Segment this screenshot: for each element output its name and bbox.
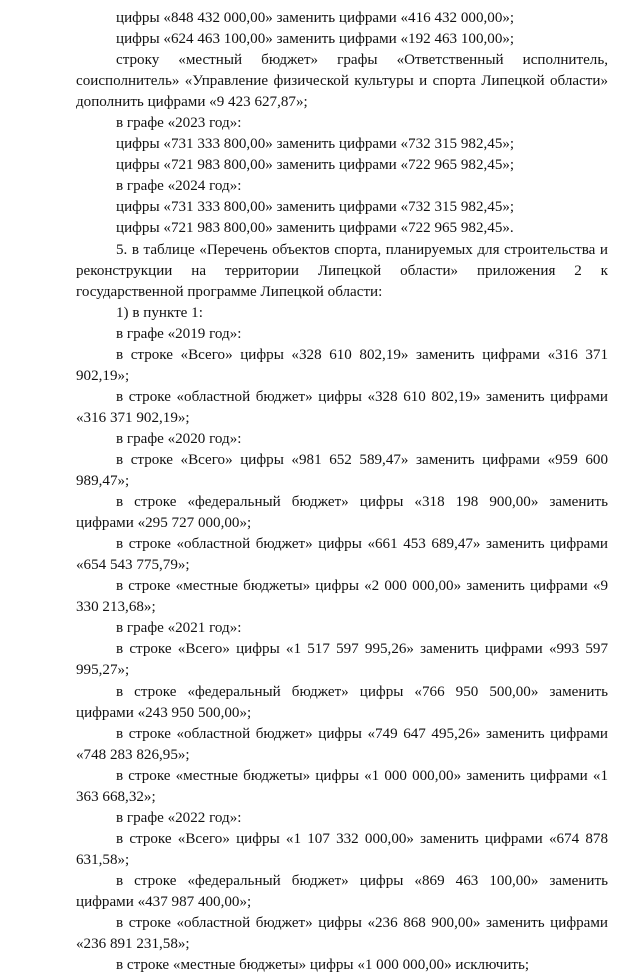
paragraph: цифры «731 333 800,00» заменить цифрами «732 315 982,45»; (116, 199, 515, 216)
paragraph: в строке «местные бюджеты» цифры «1 000 000,00» заменить цифрами «1 363 668,32»; (76, 767, 608, 805)
paragraph: в графе «2020 год»: (116, 430, 242, 447)
paragraph: в графе «2021 год»: (116, 620, 242, 637)
paragraph: цифры «624 463 100,00» заменить цифрами «192 463 100,00»; (116, 31, 515, 48)
paragraph: в строке «областной бюджет» цифры «328 610 802,19» заменить цифрами «316 371 902,19»; (76, 388, 608, 426)
paragraph: цифры «721 983 800,00» заменить цифрами «722 965 982,45». (116, 220, 514, 237)
paragraph: в строке «Всего» цифры «328 610 802,19» заменить цифрами «316 371 902,19»; (76, 346, 608, 384)
paragraph: в строке «Всего» цифры «981 652 589,47» заменить цифрами «959 600 989,47»; (76, 451, 608, 490)
paragraph: строку «местный бюджет» графы «Ответственный исполнитель, соисполнитель» «Управление физической культуры и спорта Липецкой области» дополнить цифрами «9 423 627,87»; (76, 52, 608, 111)
paragraph: в строке «местные бюджеты» цифры «1 000 000,00» исключить; (116, 957, 530, 974)
paragraph: цифры «848 432 000,00» заменить цифрами «416 432 000,00»; (116, 10, 515, 26)
paragraph: 5. в таблице «Перечень объектов спорта, планируемых для строительства и реконструкции на территории Липецкой области» приложения 2 к государственной программе Липецкой области: (76, 241, 608, 300)
paragraph: 1) в пункте 1: (116, 304, 203, 321)
paragraph: в строке «областной бюджет» цифры «749 647 495,26» заменить цифрами «748 283 826,95»; (76, 725, 608, 763)
paragraph: в графе «2023 год»: (116, 115, 242, 132)
paragraph: в строке «федеральный бюджет» цифры «766 950 500,00» заменить цифрами «243 950 500,00»; (76, 683, 608, 721)
paragraph: цифры «731 333 800,00» заменить цифрами «732 315 982,45»; (116, 136, 515, 153)
paragraph: в строке «Всего» цифры «1 107 332 000,00» заменить цифрами «674 878 631,58»; (76, 830, 608, 868)
paragraph: в графе «2024 год»: (116, 178, 242, 195)
paragraph: в графе «2022 год»: (116, 809, 242, 826)
paragraph: в строке «областной бюджет» цифры «236 868 900,00» заменить цифрами «236 891 231,58»; (76, 915, 608, 953)
paragraph: в строке «федеральный бюджет» цифры «318 198 900,00» заменить цифрами «295 727 000,00»; (76, 494, 608, 532)
paragraph: в строке «местные бюджеты» цифры «2 000 000,00» заменить цифрами «9 330 213,68»; (76, 578, 608, 616)
document-body (76, 8, 608, 976)
paragraph: в строке «федеральный бюджет» цифры «869 463 100,00» заменить цифрами «437 987 400,00»; (76, 872, 608, 910)
paragraph: в графе «2019 год»: (116, 325, 242, 342)
paragraph: в строке «областной бюджет» цифры «661 453 689,47» заменить цифрами «654 543 775,79»; (76, 536, 608, 574)
paragraph: цифры «721 983 800,00» заменить цифрами «722 965 982,45»; (116, 157, 515, 174)
paragraph: в строке «Всего» цифры «1 517 597 995,26» заменить цифрами «993 597 995,27»; (76, 641, 608, 679)
